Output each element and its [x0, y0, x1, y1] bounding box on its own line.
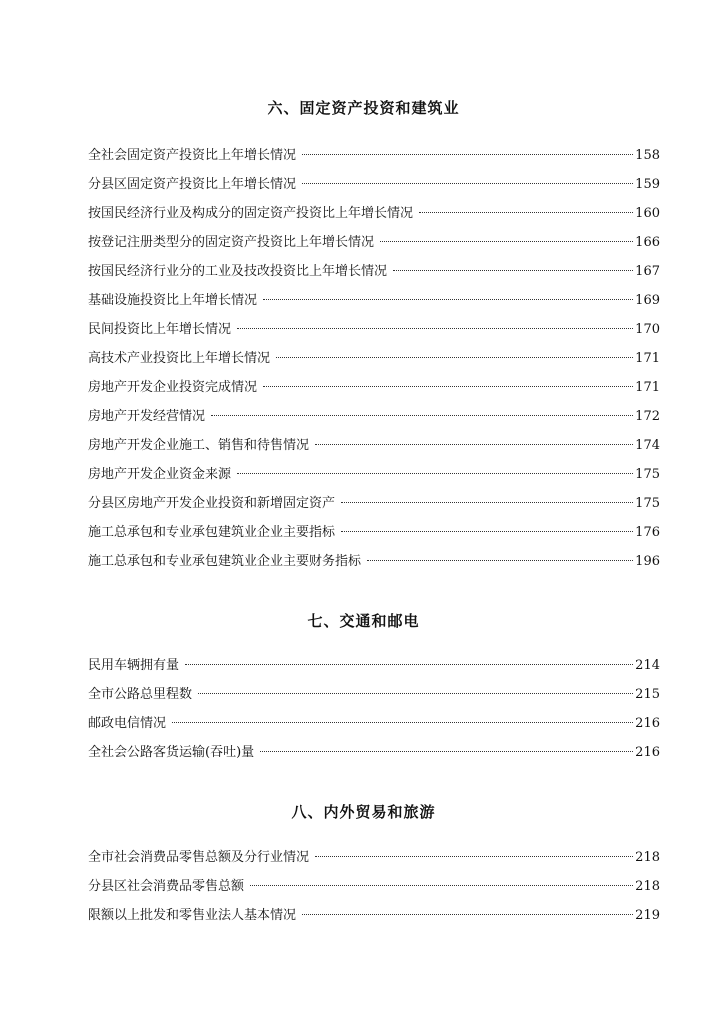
- dot-leader: [250, 885, 633, 886]
- dot-leader: [237, 328, 633, 329]
- dot-leader: [237, 473, 633, 474]
- dot-leader: [315, 444, 633, 445]
- dot-leader: [315, 856, 633, 857]
- toc-list-trade: [88, 849, 660, 936]
- section-title-trade: 八、内外贸易和旅游: [291, 803, 436, 821]
- toc-entry-page: 214: [635, 658, 660, 673]
- dot-leader: [380, 241, 633, 242]
- toc-entry-label: 高技术产业投资比上年增长情况: [88, 351, 271, 366]
- toc-entry-label: 基础设施投资比上年增长情况: [88, 293, 258, 308]
- toc-entry[interactable]: [88, 379, 660, 408]
- toc-entry[interactable]: [88, 495, 660, 524]
- toc-entry-label: 全社会公路客货运输(吞吐)量: [88, 745, 255, 760]
- dot-leader: [341, 531, 633, 532]
- toc-entry-page: 175: [635, 496, 660, 511]
- toc-entry-page: 167: [635, 264, 660, 279]
- dot-leader: [276, 357, 633, 358]
- dot-leader: [302, 183, 633, 184]
- dot-leader: [263, 386, 633, 387]
- toc-entry-page: 169: [635, 293, 660, 308]
- toc-entry-label: 按国民经济行业分的工业及技改投资比上年增长情况: [88, 264, 388, 279]
- toc-entry-label: 按登记注册类型分的固定资产投资比上年增长情况: [88, 235, 375, 250]
- toc-entry-label: 全社会固定资产投资比上年增长情况: [88, 148, 297, 163]
- toc-entry[interactable]: [88, 686, 660, 715]
- toc-entry-page: 170: [635, 322, 660, 337]
- toc-entry-page: 159: [635, 177, 660, 192]
- toc-entry[interactable]: [88, 205, 660, 234]
- toc-entry-page: 218: [635, 850, 660, 865]
- toc-entry-label: 施工总承包和专业承包建筑业企业主要指标: [88, 525, 336, 540]
- toc-entry-label: 民间投资比上年增长情况: [88, 322, 232, 337]
- dot-leader: [211, 415, 633, 416]
- toc-entry[interactable]: [88, 176, 660, 205]
- toc-entry-page: 219: [635, 908, 660, 923]
- toc-entry[interactable]: [88, 657, 660, 686]
- toc-entry-label: 按国民经济行业及构成分的固定资产投资比上年增长情况: [88, 206, 414, 221]
- dot-leader: [367, 560, 633, 561]
- toc-entry-page: 216: [635, 716, 660, 731]
- dot-leader: [302, 154, 633, 155]
- toc-entry-label: 房地产开发企业投资完成情况: [88, 380, 258, 395]
- toc-entry-page: 166: [635, 235, 660, 250]
- toc-entry-label: 施工总承包和专业承包建筑业企业主要财务指标: [88, 554, 362, 569]
- toc-entry-page: 175: [635, 467, 660, 482]
- toc-entry[interactable]: [88, 437, 660, 466]
- toc-entry[interactable]: [88, 292, 660, 321]
- toc-entry[interactable]: [88, 408, 660, 437]
- toc-entry-page: 215: [635, 687, 660, 702]
- toc-entry-label: 分县区房地产开发企业投资和新增固定资产: [88, 496, 336, 511]
- dot-leader: [263, 299, 633, 300]
- toc-entry-page: 172: [635, 409, 660, 424]
- toc-entry-label: 房地产开发企业资金来源: [88, 467, 232, 482]
- toc-entry[interactable]: [88, 321, 660, 350]
- toc-entry-page: 176: [635, 525, 660, 540]
- toc-entry[interactable]: [88, 553, 660, 582]
- toc-entry-label: 全市社会消费品零售总额及分行业情况: [88, 850, 310, 865]
- toc-entry-page: 174: [635, 438, 660, 453]
- toc-entry-page: 160: [635, 206, 660, 221]
- toc-entry-page: 196: [635, 554, 660, 569]
- dot-leader: [172, 722, 633, 723]
- toc-entry-page: 158: [635, 148, 660, 163]
- section-title-investment: 六、固定资产投资和建筑业: [267, 99, 460, 117]
- toc-entry[interactable]: [88, 350, 660, 379]
- toc-entry-label: 分县区社会消费品零售总额: [88, 879, 245, 894]
- toc-entry[interactable]: [88, 878, 660, 907]
- dot-leader: [419, 212, 633, 213]
- toc-entry[interactable]: [88, 744, 660, 773]
- toc-entry[interactable]: [88, 234, 660, 263]
- toc-entry[interactable]: [88, 263, 660, 292]
- toc-list-investment: [88, 147, 660, 582]
- dot-leader: [393, 270, 633, 271]
- toc-entry[interactable]: [88, 849, 660, 878]
- dot-leader: [198, 693, 633, 694]
- toc-entry[interactable]: [88, 466, 660, 495]
- toc-entry-page: 216: [635, 745, 660, 760]
- toc-list-transport: [88, 657, 660, 773]
- toc-entry-label: 房地产开发经营情况: [88, 409, 206, 424]
- toc-entry-label: 限额以上批发和零售业法人基本情况: [88, 908, 297, 923]
- toc-entry[interactable]: [88, 907, 660, 936]
- toc-entry[interactable]: [88, 147, 660, 176]
- dot-leader: [260, 751, 633, 752]
- dot-leader: [302, 914, 633, 915]
- toc-entry[interactable]: [88, 715, 660, 744]
- dot-leader: [341, 502, 633, 503]
- toc-entry-label: 邮政电信情况: [88, 716, 167, 731]
- toc-entry-page: 171: [635, 351, 660, 366]
- toc-entry-page: 218: [635, 879, 660, 894]
- dot-leader: [185, 664, 633, 665]
- toc-entry-page: 171: [635, 380, 660, 395]
- toc-entry-label: 分县区固定资产投资比上年增长情况: [88, 177, 297, 192]
- toc-entry-label: 房地产开发企业施工、销售和待售情况: [88, 438, 310, 453]
- toc-entry[interactable]: [88, 524, 660, 553]
- section-title-transport: 七、交通和邮电: [307, 612, 420, 630]
- toc-entry-label: 全市公路总里程数: [88, 687, 193, 702]
- toc-entry-label: 民用车辆拥有量: [88, 658, 180, 673]
